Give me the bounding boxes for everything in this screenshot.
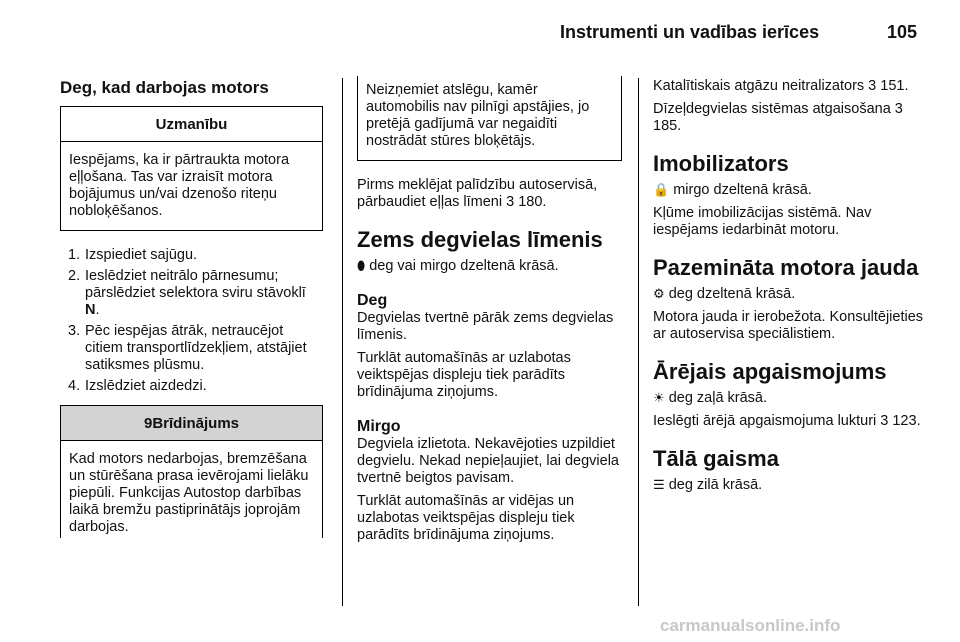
heading-exterior-lights: Ārējais apgaismojums <box>653 359 887 384</box>
column-3 <box>653 78 928 494</box>
column-divider-right <box>638 78 639 606</box>
exterior-light-indicator-text: deg zaļā krāsā. <box>668 390 768 406</box>
warning-title: 9Brīdinājums <box>61 406 322 441</box>
column-2 <box>357 78 622 544</box>
list-item: 1. Izspiediet sajūgu. <box>68 247 198 263</box>
text-block: Turklāt automašīnās ar vidējas un uzlabotas veiktspējas displeju tiek parādīts brīdinājuma ziņojums. <box>357 493 575 543</box>
text-block: Motora jauda ir ierobežota. Konsultējieties ar autoservisa speciālistiem. <box>653 309 924 342</box>
immobilizer-indicator-text: mirgo dzeltenā krāsā. <box>673 182 812 198</box>
continued-warning-body: Neizņemiet atslēgu, kamēr automobilis nav pilnīgi apstājies, jo pretējā gadījumā var negaidīti nostrādāt stūres bloķētājs. <box>366 82 590 149</box>
text-block: Ieslēgti ārējā apgaismojuma lukturi 3 123. <box>653 413 921 429</box>
page-number: 105 <box>887 22 918 42</box>
warning-box <box>60 405 323 538</box>
heading-reduced-power: Pazemināta motora jauda <box>653 255 919 280</box>
text-block: Degviela izlietota. Nekavējoties uzpildiet degvielu. Nekad nepieļaujiet, lai degviela tvertnē beigtos pavisam. <box>357 436 619 486</box>
caution-title: Uzmanību <box>61 107 322 142</box>
high-beam-indicator-text: deg zilā krāsā. <box>668 477 763 493</box>
oil-check-text: Pirms meklējat palīdzību autoservisā, pārbaudiet eļļas līmeni 3 180. <box>357 177 598 210</box>
warning-icon: 9 <box>143 415 153 432</box>
text-block: Katalītiskais atgāzu neitralizators 3 151. <box>653 78 909 94</box>
column-1 <box>60 78 323 538</box>
heading-high-beam: Tālā gaisma <box>653 446 779 471</box>
immobilizer-icon: 🔒 <box>653 182 670 197</box>
text-block: Turklāt automašīnās ar uzlabotas veiktspējas displeju tiek parādīts brīdinājuma ziņojums. <box>357 350 571 400</box>
heading-low-fuel: Zems degvielas līmenis <box>357 227 603 252</box>
section-heading-engine: Deg, kad darbojas motors <box>60 78 269 97</box>
text-block: Dīzeļdegvielas sistēmas atgaisošana 3 185. <box>653 101 903 134</box>
exterior-light-icon: ☀ <box>653 390 665 405</box>
watermark: carmanualsonline.info <box>660 616 841 635</box>
fuel-indicator-text: deg vai mirgo dzeltenā krāsā. <box>369 258 559 274</box>
high-beam-icon: ☰ <box>653 477 665 492</box>
list-item: 2. Ieslēdziet neitrālo pārnesumu; pārslēdziet selektora sviru stāvoklī N. <box>68 268 306 318</box>
list-item: 3. Pēc iespējas ātrāk, netraucējot citiem transportlīdzekļiem, atstājiet satiksmes plūsmu. <box>68 323 307 373</box>
caution-body: Iespējams, ka ir pārtraukta motora eļļošana. Tas var izraisīt motora bojājumus un/vai dzenošo riteņu nobloķēšanos. <box>69 152 290 219</box>
subheading-flashing: Mirgo <box>357 418 401 435</box>
subheading-on: Deg <box>357 292 388 309</box>
heading-immobilizer: Imobilizators <box>653 151 789 176</box>
fuel-icon: ⬮ <box>357 258 366 273</box>
list-item: 4. Izslēdziet aizdedzi. <box>68 378 207 394</box>
power-indicator-text: deg dzeltenā krāsā. <box>668 286 796 302</box>
column-divider-left <box>342 78 343 606</box>
warning-body: Kad motors nedarbojas, bremzēšana un stūrēšana prasa ievērojami lielāku piepūli. Funkcijas Autostop darbības laikā bremžu pastiprinātājs joprojām darbojas. <box>69 451 309 535</box>
continued-warning-box <box>357 76 622 161</box>
steps-list <box>60 247 323 395</box>
engine-power-icon: ⚙ <box>653 286 665 301</box>
header-title: Instrumenti un vadības ierīces <box>560 22 820 42</box>
text-block: Degvielas tvertnē pārāk zems degvielas līmenis. <box>357 310 614 343</box>
text-block: Kļūme imobilizācijas sistēmā. Nav iespējams iedarbināt motoru. <box>653 205 872 238</box>
caution-box <box>60 106 323 231</box>
